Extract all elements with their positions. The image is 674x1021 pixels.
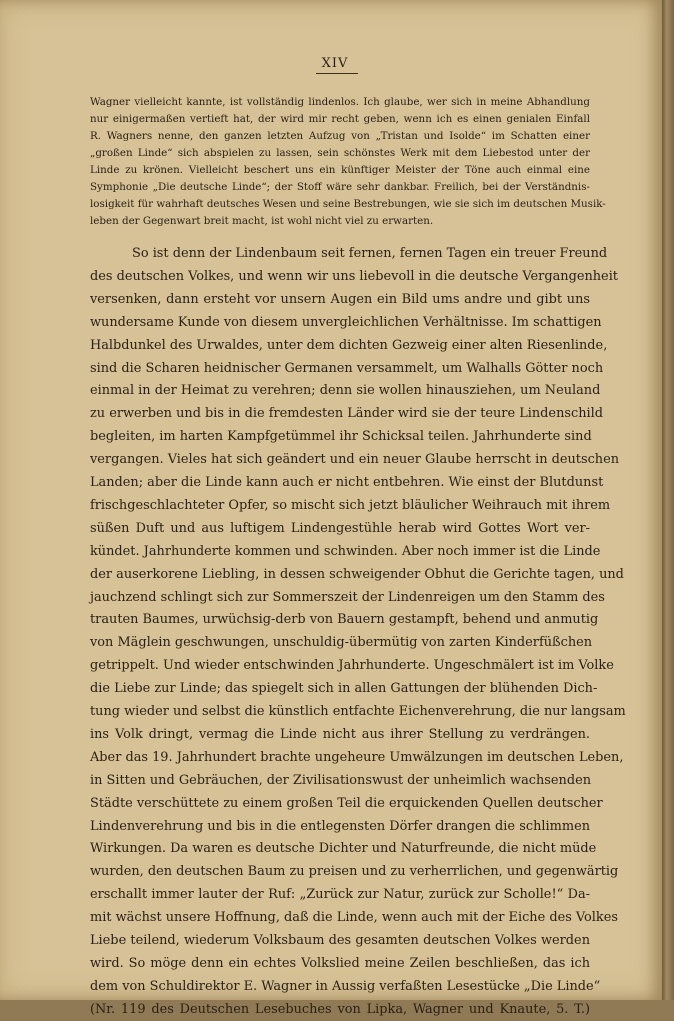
body-line: jauchzend schlingt sich zur Sommerszeit der Lindenreigen um den Stamm des (90, 589, 605, 605)
body-line: von Mäglein geschwungen, unschuldig-übermütig von zarten Kinderfüßchen (90, 635, 593, 651)
body-line: Aber das 19. Jahrhundert brachte ungeheure Umwälzungen im deutschen Leben, (90, 749, 624, 765)
body-line: in Sitten und Gebräuchen, der Zivilisationswust der unheimlich wachsenden (90, 772, 592, 788)
footnote-line: Symphonie „Die deutsche Linde“; der Stoff wäre sehr dankbar. Freilich, bei der Verständnis- (90, 181, 590, 193)
body-line: frischgeschlachteter Opfer, so mischt sich jetzt bläulicher Weihrauch mit ihrem (90, 497, 611, 513)
body-line: vergangen. Vieles hat sich geändert und ein neuer Glaube herrscht in deutschen (90, 452, 620, 468)
body-line: Halbdunkel des Urwaldes, unter dem dichten Gezweig einer alten Riesenlinde, (90, 337, 608, 353)
body-line: der auserkorene Liebling, in dessen schweigender Obhut die Gerichte tagen, und (90, 566, 624, 582)
footnote-line: Linde zu krönen. Vielleicht beschert uns ein künftiger Meister der Töne auch einmal eine (90, 164, 590, 176)
body-line: wird. So möge denn ein echtes Volkslied meine Zeilen beschließen, das ich (90, 955, 590, 971)
body-line: die Liebe zur Linde; das spiegelt sich in allen Gattungen der blühenden Dich- (90, 681, 598, 697)
body-line: wurden, den deutschen Baum zu preisen und zu verherrlichen, und gegenwärtig (90, 864, 619, 880)
body-line: des deutschen Volkes, und wenn wir uns liebevoll in die deutsche Vergangenheit (90, 268, 618, 284)
footnote-line: losigkeit für wahrhaft deutsches Wesen und seine Bestrebungen, wie sie sich im deutschen Musik- (90, 198, 606, 210)
footnote-line: R. Wagners nenne, den ganzen letzten Aufzug von „Tristan und Isolde“ im Schatten einer (90, 130, 590, 142)
page-number: XIV (321, 56, 349, 71)
book-spine-edge (662, 0, 674, 1000)
body-line: Wirkungen. Da waren es deutsche Dichter und Naturfreunde, die nicht müde (90, 841, 597, 857)
body-line: Landen; aber die Linde kann auch er nicht entbehren. Wie einst der Blutdunst (90, 475, 604, 490)
body-line: So ist denn der Lindenbaum seit fernen, fernen Tagen ein treuer Freund (132, 246, 608, 261)
body-line: einmal in der Heimat zu verehren; denn sie wollen hinausziehen, um Neuland (90, 383, 601, 399)
body-line: Lindenverehrung und bis in die entlegensten Dörfer drangen die schlimmen (90, 818, 590, 834)
body-line: tung wieder und selbst die künstlich entfachte Eichenverehrung, die nur langsam (90, 704, 626, 719)
body-line: Städte verschüttete zu einem großen Teil die erquickenden Quellen deutscher (90, 795, 603, 811)
body-line: erschallt immer lauter der Ruf: „Zurück zur Natur, zurück zur Scholle!“ Da- (90, 887, 590, 903)
footnote-line: „großen Linde“ sich abspielen zu lassen, sein schönstes Werk mit dem Liebestod unter der (90, 147, 590, 159)
body-line: zu erwerben und bis in die fremdesten Länder wird sie der teure Lindenschild (90, 406, 604, 422)
body-line: dem von Schuldirektor E. Wagner in Aussig verfaßten Lesestücke „Die Linde“ (90, 978, 601, 994)
body-line: sind die Scharen heidnischer Germanen versammelt, um Walhalls Götter noch (90, 360, 604, 376)
body-line: (Nr. 119 des Deutschen Lesebuches von Lipka, Wagner und Knaute, 5. T.) (90, 1001, 590, 1017)
body-line: versenken, dann ersteht vor unsern Augen ein Bild ums andre und gibt uns (90, 291, 590, 307)
page-number-rule (316, 73, 358, 74)
footnote-line: nur einigermaßen vertieft hat, der wird mir recht geben, wenn ich es einen genialen Einfall (90, 113, 590, 125)
body-line: trauten Baumes, urwüchsig-derb von Bauern gestampft, behend und anmutig (90, 612, 599, 628)
body-line: Liebe teilend, wiederum Volksbaum des gesamten deutschen Volkes werden (90, 933, 590, 948)
body-line: getrippelt. Und wieder entschwinden Jahrhunderte. Ungeschmälert ist im Volke (90, 658, 614, 674)
body-line: wundersame Kunde von diesem unvergleichlichen Verhältnisse. Im schattigen (90, 314, 602, 330)
footnote-line: leben der Gegenwart breit macht, ist wohl nicht viel zu erwarten. (90, 215, 434, 227)
body-line: süßen Duft und aus luftigem Lindengestühle herab wird Gottes Wort ver- (90, 520, 590, 536)
body-line: mit wächst unsere Hoffnung, daß die Linde, wenn auch mit der Eiche des Volkes (90, 910, 618, 926)
body-line: begleiten, im harten Kampfgetümmel ihr Schicksal teilen. Jahrhunderte sind (90, 429, 592, 445)
footnote-line: Wagner vielleicht kannte, ist vollständig lindenlos. Ich glaube, wer sich in meine Abhandlung (90, 96, 590, 108)
body-line: ins Volk dringt, vermag die Linde nicht aus ihrer Stellung zu verdrängen. (90, 726, 590, 742)
body-line: kündet. Jahrhunderte kommen und schwinden. Aber noch immer ist die Linde (90, 543, 601, 559)
